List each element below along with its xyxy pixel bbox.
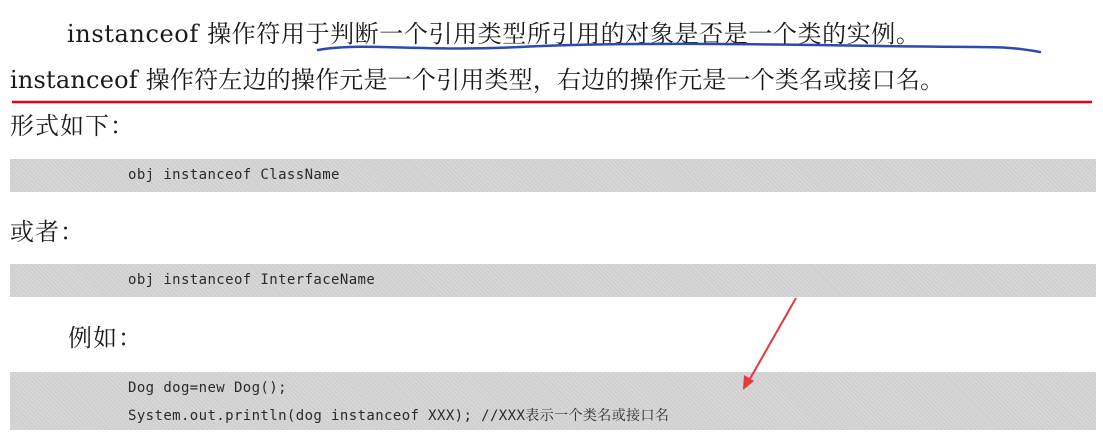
code-block-interfacename xyxy=(10,264,1096,297)
paragraph-instanceof-operands: instanceof 操作符左边的操作元是一个引用类型，右边的操作元是一个类名或接口名。 xyxy=(10,66,945,94)
code-line: obj instanceof InterfaceName xyxy=(128,272,376,288)
or-label: 或者： xyxy=(10,218,85,246)
example-label: 例如： xyxy=(68,324,143,352)
paragraph-instanceof-definition: instanceof 操作符用于判断一个引用类型所引用的对象是否是一个类的实例。 xyxy=(67,20,921,48)
form-intro-label: 形式如下： xyxy=(10,112,135,140)
code-line: System.out.println(dog instanceof XXX); //XXX表示一个类名或接口名 xyxy=(128,408,670,424)
code-block-example xyxy=(10,372,1096,430)
code-line: obj instanceof ClassName xyxy=(128,167,340,183)
code-line: Dog dog=new Dog(); xyxy=(128,380,287,396)
code-block-classname xyxy=(10,159,1096,192)
